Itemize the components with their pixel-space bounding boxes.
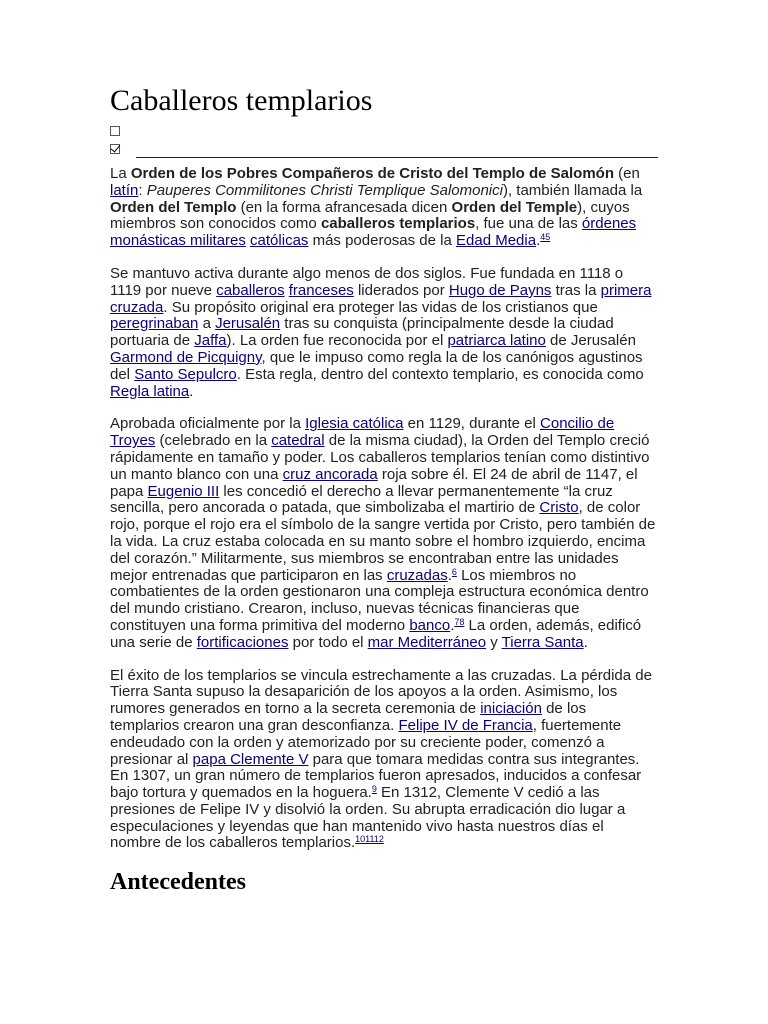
text: por todo el bbox=[288, 633, 368, 651]
text: En 1312, Clemente V cedió a las presiones de Felipe IV y disolvió la orden. Su abrupta erradicación dio lugar a especulaciones y leyendas que han mantenido vivo hasta nuestros días el nombre de los caballeros templarios. bbox=[110, 784, 626, 852]
text: , de color rojo, porque el rojo era el símbolo de la sangre vertida por Cristo, pero también de la vida. La cruz estaba colocada en su manto sobre el hombro izquierdo, encima del corazón.” Militarmente, sus miembros se encontraban entre las unidades mejor entrenadas que participaron en las bbox=[110, 499, 656, 584]
text: ), también llamada la bbox=[502, 181, 643, 199]
footnote-ref[interactable]: 78 bbox=[454, 616, 465, 627]
text: Los miembros no combatientes de la orden gestionaron una compleja estructura económica dentro del mundo cristiano. Crearon, incluso, nuevas técnicas financieras que constituyen una forma primitiva del moderno bbox=[110, 566, 649, 634]
link-tierra-santa[interactable]: Tierra Santa bbox=[501, 633, 584, 651]
checkbox-row-1 bbox=[110, 124, 658, 144]
text: ). La orden fue reconocida por el bbox=[226, 332, 448, 350]
link-caballeros[interactable]: caballeros bbox=[216, 281, 285, 299]
link-cruz-ancorada[interactable]: cruz ancorada bbox=[282, 465, 378, 483]
footnote-ref[interactable]: 6 bbox=[451, 566, 457, 577]
text: de Jerusalén bbox=[545, 332, 636, 350]
text: más poderosas de la bbox=[308, 232, 456, 250]
text: , que le impuso como regla la de los canónigos agustinos del bbox=[110, 348, 643, 383]
footnote-ref[interactable]: 101112 bbox=[355, 834, 384, 845]
checkbox-checked-icon[interactable] bbox=[110, 144, 120, 154]
text: . bbox=[536, 232, 541, 250]
text: Se mantuvo activa durante algo menos de dos siglos. Fue fundada en 1118 o 1119 por nueve bbox=[110, 264, 624, 299]
text: ), cuyos miembros son conocidos como bbox=[110, 198, 630, 233]
link-catolicas[interactable]: católicas bbox=[250, 232, 309, 250]
text: La bbox=[110, 165, 131, 182]
paragraph-intro bbox=[110, 166, 658, 250]
link-latin[interactable]: latín bbox=[110, 181, 139, 199]
text: , fue una de las bbox=[475, 215, 582, 233]
link-iglesia-catolica[interactable]: Iglesia católica bbox=[305, 415, 404, 433]
text: (en bbox=[614, 165, 640, 182]
link-primera-cruzada[interactable]: primera cruzada bbox=[110, 281, 652, 316]
paragraph-approval bbox=[110, 416, 658, 651]
page-title: Caballeros templarios bbox=[110, 84, 373, 117]
checkbox-row-2 bbox=[110, 144, 658, 166]
bold-text: Orden de los Pobres Compañeros de Cristo del Templo de Salomón bbox=[130, 165, 615, 182]
article bbox=[110, 84, 658, 896]
link-franceses[interactable]: franceses bbox=[288, 281, 354, 299]
link-catedral[interactable]: catedral bbox=[271, 432, 325, 450]
link-jaffa[interactable]: Jaffa bbox=[194, 332, 227, 350]
section-heading: Antecedentes bbox=[110, 869, 246, 896]
link-monasticas-militares[interactable]: monásticas militares bbox=[110, 232, 246, 250]
link-iniciacion[interactable]: iniciación bbox=[480, 700, 542, 718]
link-fortificaciones[interactable]: fortificaciones bbox=[196, 633, 289, 651]
bold-text: Orden del Templo bbox=[110, 198, 237, 216]
text: El éxito de los templarios se vincula estrechamente a las cruzadas. La pérdida de Tierra Santa supuso la desaparición de los apoyos a la orden. Asimismo, los rumores generados en torno a la secreta ceremonia de bbox=[110, 666, 652, 718]
italic-text: Pauperes Commilitones Christi Templique Salomonici bbox=[146, 181, 503, 199]
footnote-ref[interactable]: 45 bbox=[540, 232, 551, 243]
checkbox-unchecked-icon[interactable] bbox=[110, 126, 120, 136]
link-felipe-iv-de-francia[interactable]: Felipe IV de Francia bbox=[398, 716, 533, 734]
link-hugo-de-payns[interactable]: Hugo de Payns bbox=[448, 281, 552, 299]
paragraph-decline bbox=[110, 668, 658, 853]
divider bbox=[136, 157, 658, 158]
text: para que tomara medidas contra sus integrantes. En 1307, un gran número de templarios fueron apresados, inducidos a confesar bajo tortura y quemados en la hoguera. bbox=[110, 750, 642, 802]
link-concilio-de-troyes[interactable]: Concilio de Troyes bbox=[110, 415, 615, 450]
link-eugenio-iii[interactable]: Eugenio III bbox=[147, 482, 220, 500]
text: liderados por bbox=[353, 281, 449, 299]
text: en 1129, durante el bbox=[403, 415, 541, 433]
link-patriarca-latino[interactable]: patriarca latino bbox=[447, 332, 546, 350]
text: de los templarios crearon una gran desconfianza. bbox=[110, 700, 587, 734]
text: . bbox=[189, 382, 194, 400]
text: a bbox=[198, 315, 216, 333]
link-cristo[interactable]: Cristo bbox=[539, 499, 579, 517]
text: Aprobada oficialmente por la bbox=[110, 415, 306, 433]
text: roja sobre él. El 24 de abril de 1147, el papa bbox=[110, 465, 638, 500]
text: La orden, además, edificó una serie de bbox=[110, 616, 642, 651]
link-mar-mediterraneo[interactable]: mar Mediterráneo bbox=[367, 633, 487, 651]
text: , fuertemente endeudado con la orden y atemorizado por su creciente poder, comenzó a presionar al bbox=[110, 716, 622, 768]
text: tras la bbox=[551, 281, 601, 299]
link-cruzadas[interactable]: cruzadas bbox=[386, 566, 448, 584]
link-garmond-de-picquigny[interactable]: Garmond de Picquigny bbox=[110, 348, 262, 366]
link-papa-clemente-v[interactable]: papa Clemente V bbox=[192, 750, 309, 768]
link-edad-media[interactable]: Edad Media bbox=[456, 232, 537, 250]
text: . bbox=[447, 566, 452, 584]
link-santo-sepulcro[interactable]: Santo Sepulcro bbox=[134, 365, 237, 383]
text: tras su conquista (principalmente desde la ciudad portuaria de bbox=[110, 315, 614, 350]
text: : bbox=[138, 181, 147, 199]
text: . Esta regla, dentro del contexto templario, es conocida como bbox=[236, 365, 644, 383]
text: de la misma ciudad), la Orden del Templo creció rápidamente en tamaño y poder. Los caballeros templarios tenían como distintivo un manto blanco con una bbox=[110, 432, 650, 483]
text: y bbox=[486, 633, 502, 651]
link-jerusalen[interactable]: Jerusalén bbox=[215, 315, 281, 333]
link-banco[interactable]: banco bbox=[409, 616, 451, 634]
paragraph-history bbox=[110, 266, 658, 400]
text: . Su propósito original era proteger las vidas de los cristianos que bbox=[163, 298, 598, 316]
link-ordenes[interactable]: órdenes bbox=[581, 215, 637, 233]
text: . bbox=[583, 633, 588, 651]
text: . bbox=[450, 616, 455, 634]
bold-text: Orden del Temple bbox=[451, 198, 578, 216]
link-peregrinaban[interactable]: peregrinaban bbox=[110, 315, 199, 333]
text: (celebrado en la bbox=[155, 432, 272, 450]
footnote-ref[interactable]: 9 bbox=[371, 784, 377, 795]
text: (en la forma afrancesada dicen bbox=[236, 198, 452, 216]
text: les concedió el derecho a llevar permanentemente “la cruz sencilla, pero ancorada o patada, que simbolizaba el martirio de bbox=[110, 482, 613, 517]
bold-text: caballeros templarios bbox=[320, 215, 476, 233]
link-regla-latina[interactable]: Regla latina bbox=[110, 382, 190, 400]
